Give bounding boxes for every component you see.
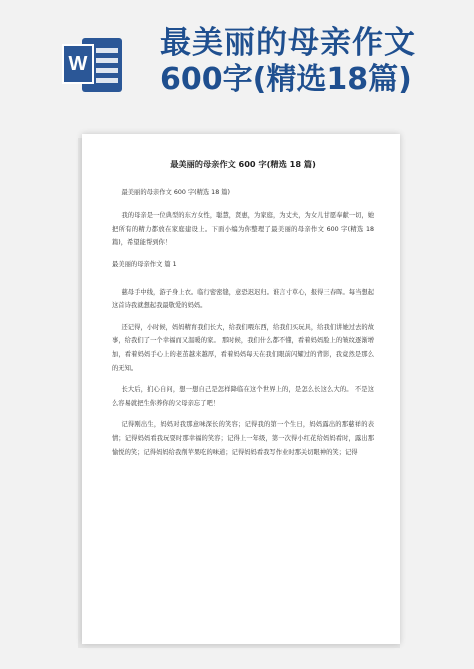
title-line-1: 最美丽的母亲作文 bbox=[160, 25, 416, 61]
page-title bbox=[160, 24, 416, 98]
intro-paragraph-2: 我的母亲是一位典型的东方女性，聪慧，贤惠，为家庭，为丈夫，为女儿甘愿奉献一切，她把所有的精力都放在家庭建设上。下面小编为你整理了最美丽的母亲作文 600 字(精选 18 篇)，希望能帮到你！ bbox=[112, 212, 374, 247]
page-header bbox=[0, 0, 474, 110]
title-line-2: 600字(精选18篇) bbox=[160, 62, 412, 97]
body-paragraph-4: 记得刚出生，妈妈对我那意味深长的笑容；记得我的第一个生日，妈妈露出的那慈祥的表情；记得妈妈看我玩耍时那幸福的笑容；记得上一年级，第一次得小红花给妈妈看时，露出那愉悦的笑；记得妈妈给我削苹果吃的味道；记得妈妈看我写作业时那关切眼神的笑；记得 bbox=[112, 421, 374, 456]
body-paragraph-2: 还记得，小时候，妈妈精育我们长大，给我们喂东西，给我们买玩具，给我们讲她过去的故事，给我们了一个幸福而又温暖的家。 那时候，我们什么都不懂，看着妈妈脸上的皱纹逐渐增加，看着妈妈手心上的老茧越来越厚，看着妈妈每天在我们眼前闪耀过的背影，我竟然是那么的无知。 bbox=[112, 323, 374, 372]
document-content bbox=[112, 158, 374, 467]
word-icon-letter: W bbox=[62, 44, 94, 84]
document-title: 最美丽的母亲作文 600 字(精选 18 篇) bbox=[170, 159, 316, 169]
body-paragraph-1: 慈母手中线，游子身上衣。临行密密缝，意恐迟迟归。谁言寸草心，报得三春晖。每当想起这首诗我就想起我最敬爱的妈妈。 bbox=[112, 288, 374, 310]
word-document-icon bbox=[62, 36, 124, 94]
document-page bbox=[82, 134, 400, 644]
section-heading: 最美丽的母亲作文 篇 1 bbox=[112, 260, 177, 268]
intro-paragraph-1: 最美丽的母亲作文 600 字(精选 18 篇) bbox=[121, 188, 230, 196]
body-paragraph-3: 长大后，扪心自问，想一想自己是怎样降临在这个世界上的，是怎么长这么大的。 不是这么容易就把生你养你的父母亲忘了吧！ bbox=[112, 386, 374, 407]
